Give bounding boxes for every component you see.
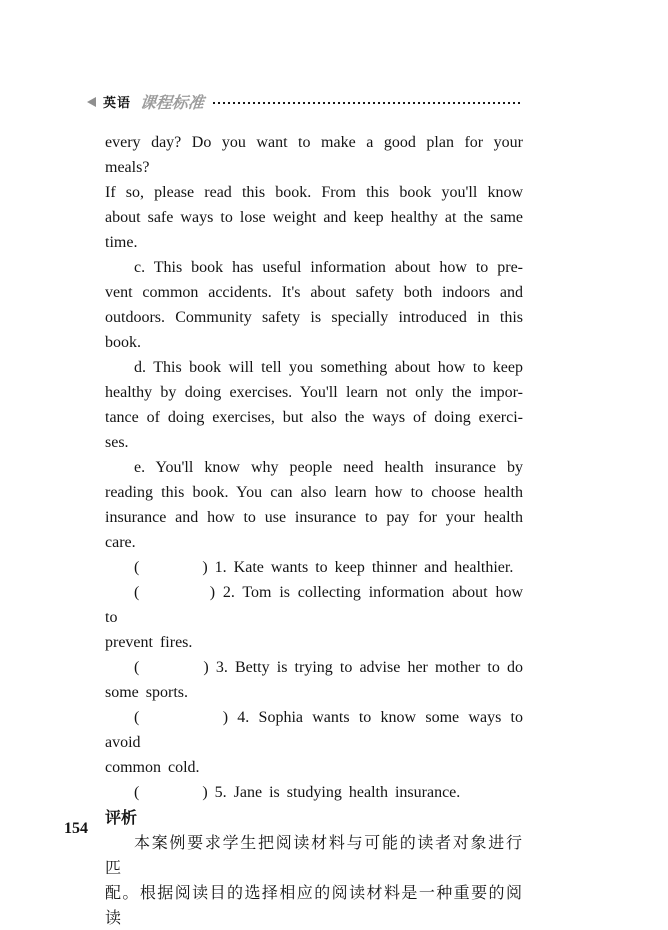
page-number: 154	[64, 820, 88, 837]
text-line: e. You'll know why people need health insurance by	[134, 459, 523, 476]
text-line: 配。根据阅读目的选择相应的阅读材料是一种重要的阅读	[105, 883, 523, 927]
text-line: some sports.	[105, 684, 188, 701]
page-body	[105, 130, 523, 930]
text-line: ses.	[105, 434, 129, 451]
text-line: If so, please read this book. From this book you'll know	[105, 184, 523, 201]
text-line: 本案例要求学生把阅读材料与可能的读者对象进行匹	[105, 833, 523, 877]
dotted-rule	[213, 102, 521, 104]
text-line: ( ) 5. Jane is studying health insurance.	[134, 784, 461, 801]
text-line: reading this book. You can also learn how to choose health	[105, 484, 523, 501]
text-line: outdoors. Community safety is specially introduced in this	[105, 309, 523, 326]
text-line: ( ) 2. Tom is collecting information about how to	[105, 584, 523, 626]
text-line: about safe ways to lose weight and keep healthy at the same	[105, 209, 523, 226]
text-line: ( ) 1. Kate wants to keep thinner and healthier.	[134, 559, 514, 576]
running-header	[87, 93, 521, 110]
subject-label: 英语	[103, 96, 132, 111]
text-line: time.	[105, 234, 138, 251]
text-line: insurance and how to use insurance to pay for your health	[105, 509, 523, 526]
text-line: tance of doing exercises, but also the ways of doing exerci-	[105, 409, 523, 426]
text-line: common cold.	[105, 759, 200, 776]
section-heading: 评析	[105, 808, 138, 827]
text-line: vent common accidents. It's about safety both indoors and	[105, 284, 523, 301]
text-line: every day? Do you want to make a good plan for your meals?	[105, 134, 523, 176]
series-title: 课程标准	[138, 93, 205, 112]
text-line: book.	[105, 334, 141, 351]
left-triangle-icon	[87, 97, 96, 107]
text-line: healthy by doing exercises. You'll learn not only the impor-	[105, 384, 523, 401]
text-line: c. This book has useful information about how to pre-	[134, 259, 523, 276]
text-line: prevent fires.	[105, 634, 193, 651]
text-line: ( ) 3. Betty is trying to advise her mother to do	[134, 659, 523, 676]
text-line: ( ) 4. Sophia wants to know some ways to avoid	[105, 709, 523, 751]
text-line: care.	[105, 534, 136, 551]
text-line: d. This book will tell you something about how to keep	[134, 359, 523, 376]
